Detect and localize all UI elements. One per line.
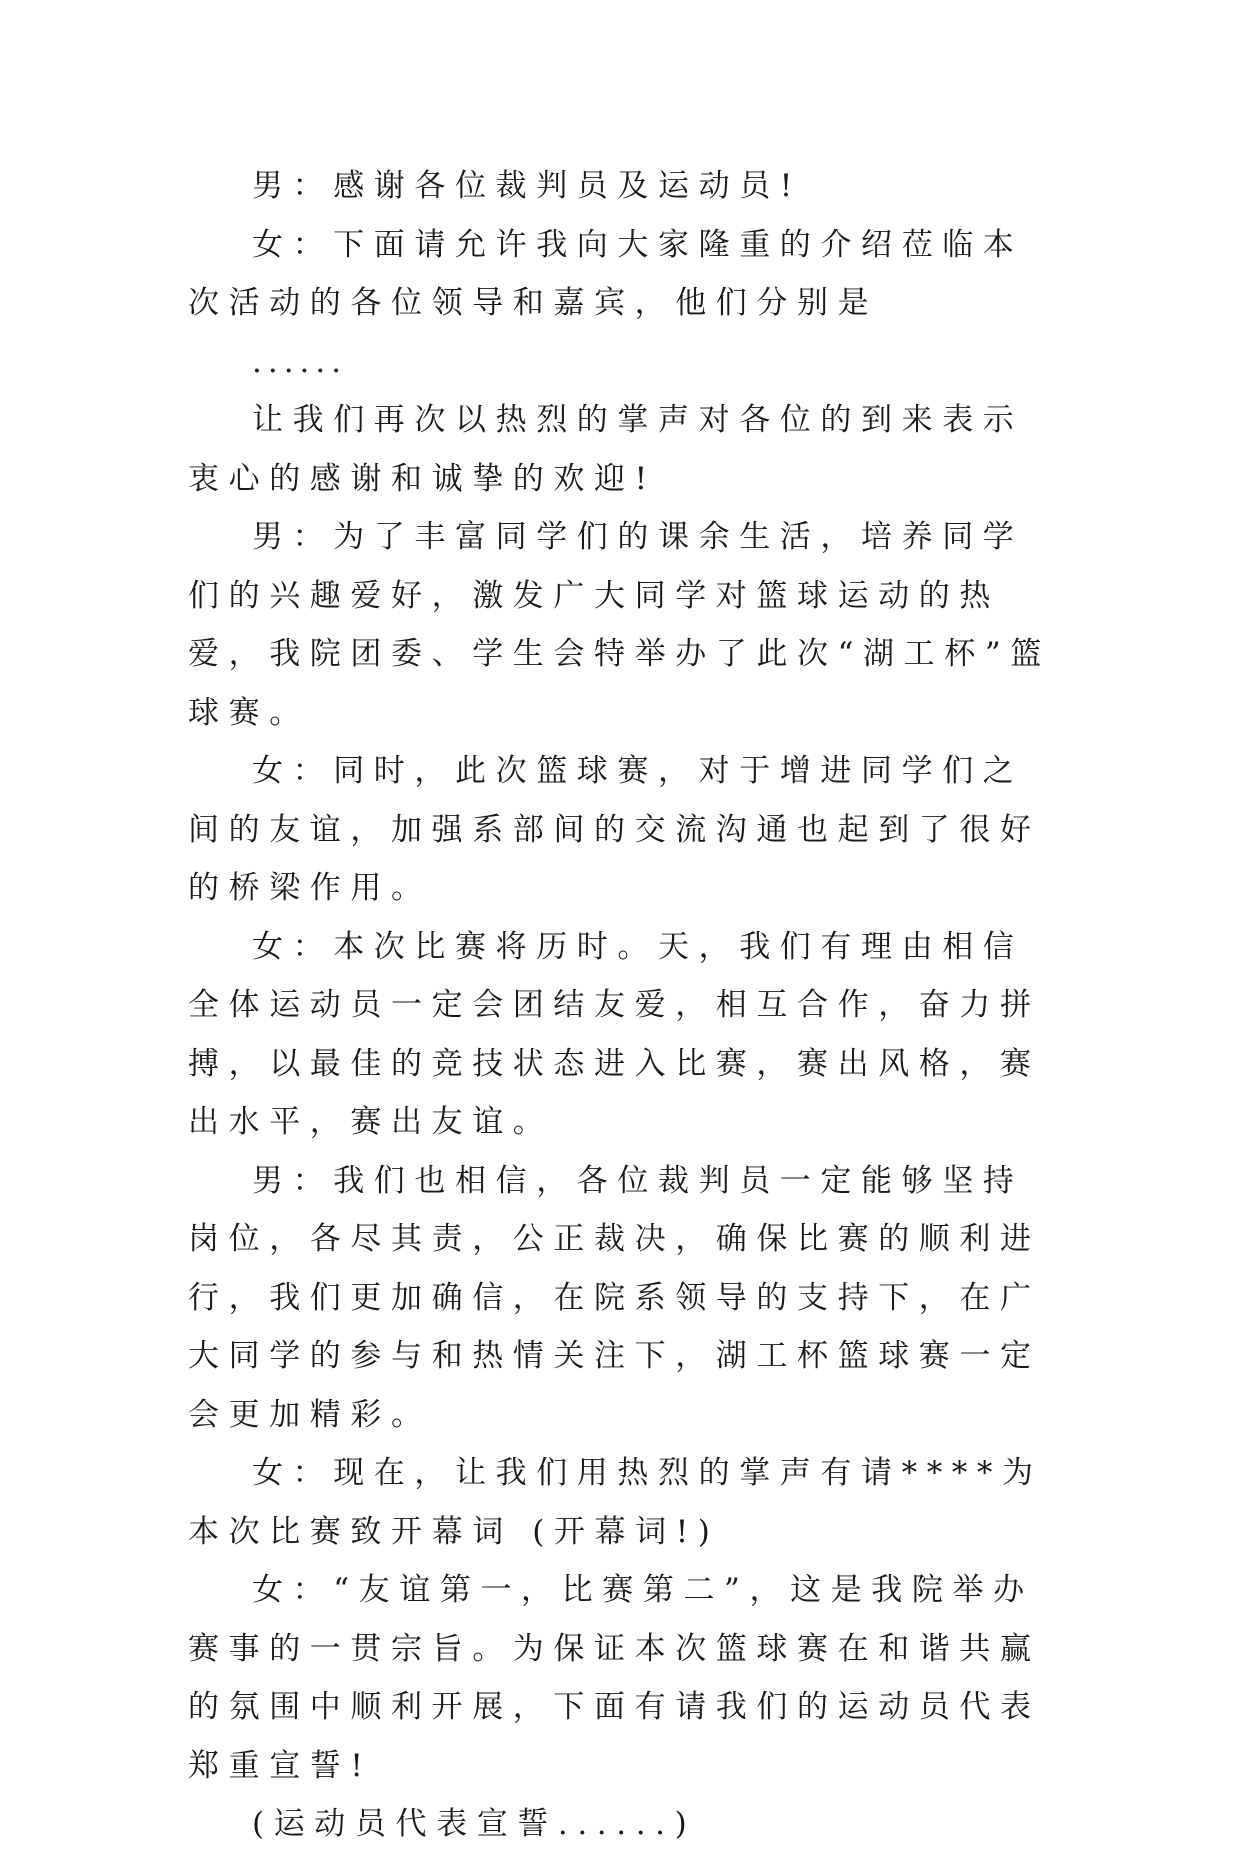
paragraph: 男：感谢各位裁判员及运动员! [252,168,802,204]
paragraph: 女：本次比赛将历时。天，我们有理由相信全体运动员一定会团结友爱，相互合作，奋力拼搏，以最佳的竞技状态进入比赛，赛出风格，赛出水平，赛出友谊。 [188,928,1041,1140]
paragraph: 男：我们也相信，各位裁判员一定能够坚持岗位，各尽其责，公正裁决，确保比赛的顺利进行，我们更加确信，在院系领导的支持下，在广大同学的参与和热情关注下，湖工杯篮球赛一定会更加精彩。 [188,1162,1041,1433]
ellipsis-paragraph: ...... [252,343,348,380]
paragraph: (运动员代表宣誓......) [252,1806,697,1842]
paragraph: 女：下面请允许我向大家隆重的介绍莅临本次活动的各位领导和嘉宾，他们分别是 [188,226,1024,321]
document-body [188,157,1058,1854]
paragraph: 女：“友谊第一，比赛第二”，这是我院举办赛事的一贯宗旨。为保证本次篮球赛在和谐共赢的氛围中顺利开展，下面有请我们的运动员代表郑重宣誓! [188,1572,1041,1784]
paragraph: 女：现在，让我们用热烈的掌声有请****为本次比赛致开幕词 (开幕词!) [188,1455,1043,1550]
paragraph: 让我们再次以热烈的掌声对各位的到来表示衷心的感谢和诚挚的欢迎! [188,402,1024,497]
paragraph: 男：为了丰富同学们的课余生活，培养同学们的兴趣爱好，激发广大同学对篮球运动的热爱，我院团委、学生会特举办了此次“湖工杯”篮球赛。 [188,519,1051,731]
paragraph: 女：同时，此次篮球赛，对于增进同学们之间的友谊，加强系部间的交流沟通也起到了很好的桥梁作用。 [188,753,1041,906]
